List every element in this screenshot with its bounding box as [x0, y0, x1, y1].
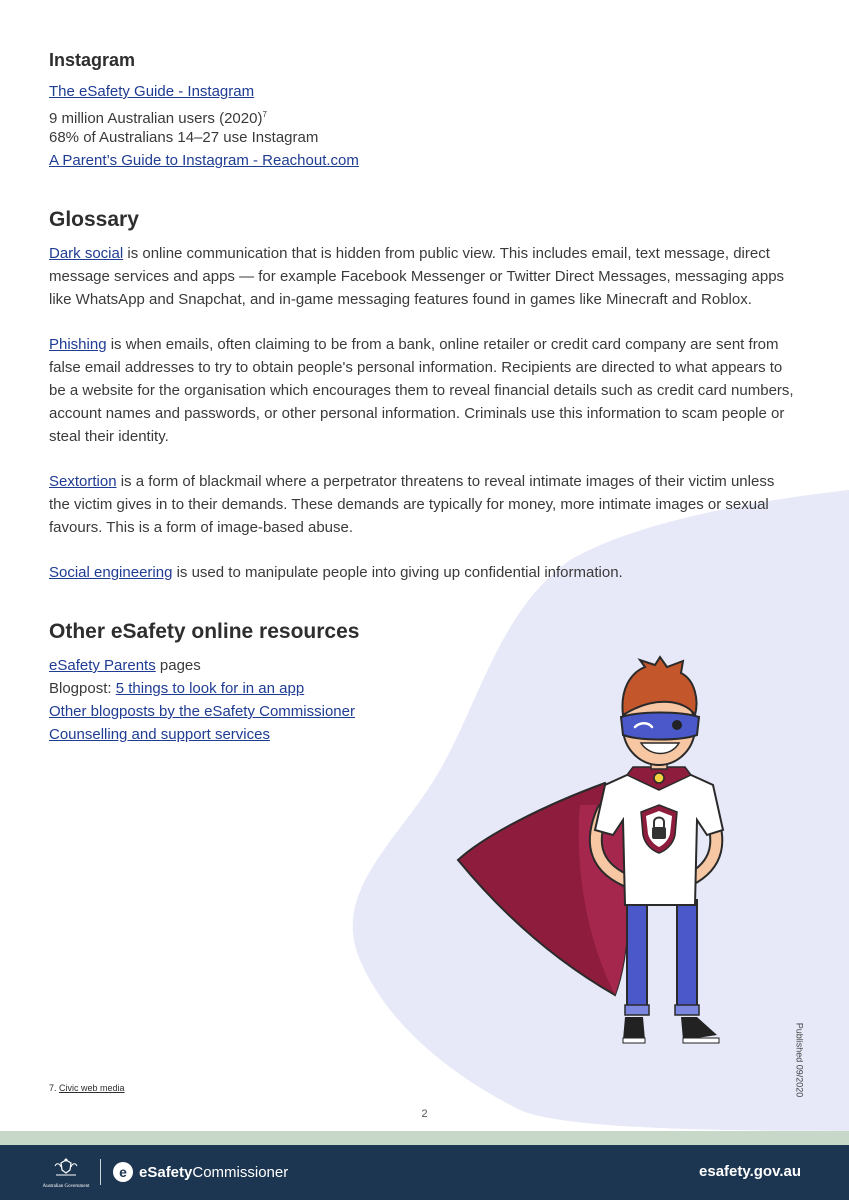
five-things-blog-link[interactable]: 5 things to look for in an app [115, 680, 305, 697]
coat-of-arms-icon [51, 1158, 81, 1178]
footnote: 7. Civic web media [49, 1083, 125, 1093]
phishing-link[interactable]: Phishing [49, 336, 107, 353]
dark-social-link[interactable]: Dark social [49, 245, 124, 262]
footnote-ref: 7 [262, 110, 267, 119]
instagram-usage-line: 68% of Australians 14–27 use Instagram [49, 129, 319, 146]
esafety-guide-instagram-link[interactable]: The eSafety Guide - Instagram [49, 83, 255, 100]
page-footer [0, 1145, 849, 1200]
glossary-entry-phishing: Phishing is when emails, often claiming to be from a bank, online retailer or credit card company are sent from false email addresses to try to obtain people's personal information. Recipients are directed to what appears to be a website for the organisation which encourages them to reveal financial details such as credit card numbers, account names and passwords, or other personal information. Criminals use this information to scam people or steal their identity. [49, 336, 794, 445]
sextortion-link[interactable]: Sextortion [49, 473, 117, 490]
counselling-services-link[interactable]: Counselling and support services [49, 726, 270, 743]
svg-text:e: e [119, 1164, 127, 1180]
footer-accent-strip [0, 1131, 849, 1145]
glossary-entry-sextortion: Sextortion is a form of blackmail where a perpetrator threatens to reveal intimate images of their victim unless the victim gives in to their demands. These demands are typically for money, more intimate images or sexual favours. This is a form of image-based abuse. [49, 473, 775, 536]
social-engineering-link[interactable]: Social engineering [49, 564, 173, 581]
esafety-parents-link[interactable]: eSafety Parents [49, 657, 156, 674]
resources-heading: Other eSafety online resources [49, 620, 360, 643]
resources-parents-line: eSafety Parents pages [49, 657, 201, 674]
page-number: 2 [421, 1108, 428, 1120]
resources-blog-line: Blogpost: 5 things to look for in an app [49, 680, 305, 697]
other-blogposts-link[interactable]: Other blogposts by the eSafety Commissioner [49, 703, 355, 720]
glossary-entry-dark-social: Dark social is online communication that is hidden from public view. This includes email, text message, direct message services and apps — for example Facebook Messenger or Twitter Direct Messages, messaging apps like WhatsApp and Snapchat, and in-game messaging features found in games like Minecraft and Roblox. [49, 245, 785, 308]
glossary-entry-social-engineering: Social engineering is used to manipulate people into giving up confidential information. [49, 564, 623, 581]
reachout-parent-guide-link[interactable]: A Parent’s Guide to Instagram - Reachout.com [49, 152, 359, 169]
instagram-heading: Instagram [49, 50, 136, 70]
australian-government-logo [40, 1158, 92, 1189]
published-date: Published 09/2020 [794, 1022, 805, 1098]
esafety-website-url[interactable]: esafety.gov.au [699, 1163, 801, 1180]
footer-divider [100, 1159, 101, 1185]
australian-government-label: Australian Government [42, 1184, 90, 1189]
glossary-heading: Glossary [49, 208, 139, 231]
instagram-users-line: 9 million Australian users $(2020)^7$ [49, 110, 267, 127]
civic-web-media-link[interactable]: Civic web media [59, 1083, 125, 1093]
superhero-illustration [455, 655, 725, 1050]
esafety-commissioner-logo: e eSafetyCommissioner [112, 1161, 288, 1183]
esafety-logo-icon [112, 1161, 134, 1183]
